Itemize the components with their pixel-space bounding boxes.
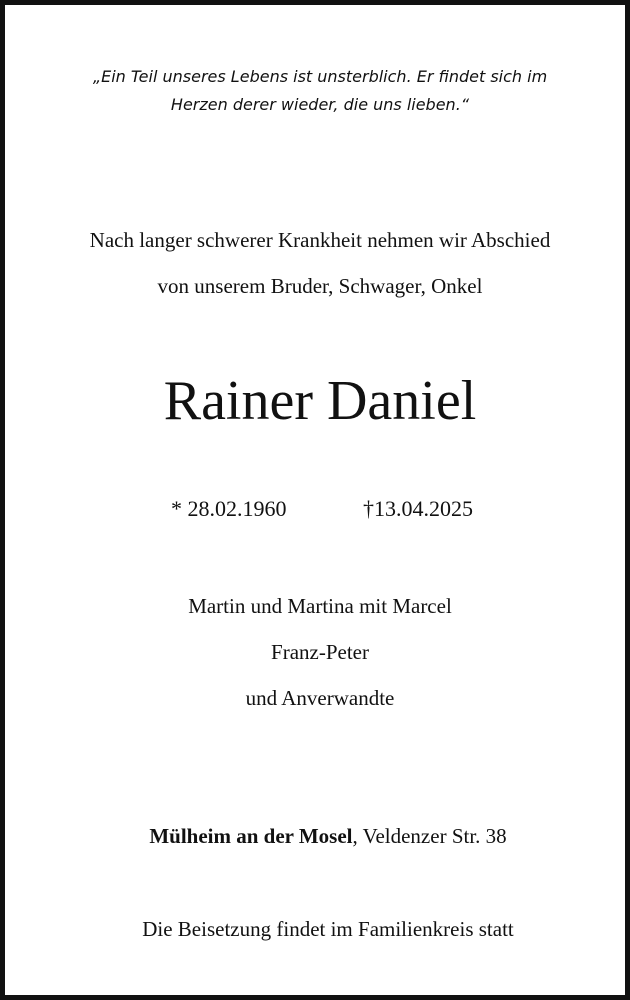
death-date: 13.04.2025 [374, 496, 473, 521]
quote-line-1: „Ein Teil unseres Lebens ist unsterblich. Er findet sich im [92, 67, 548, 86]
intro-line-1: Nach langer schwerer Krankheit nehmen wir Abschied [89, 228, 551, 252]
funeral-note: Die Beisetzung findet im Familienkreis statt [142, 917, 514, 941]
death-date-group [363, 495, 473, 523]
address-street: Veldenzer Str. 38 [357, 824, 507, 848]
deceased-name: Rainer Daniel [163, 370, 477, 432]
death-symbol: † [363, 496, 374, 521]
intro-line-2: von unserem Bruder, Schwager, Onkel [157, 274, 483, 298]
address-place: Mülheim an der Mosel [149, 824, 353, 848]
address-separator: , [352, 824, 358, 848]
birth-symbol: * [171, 496, 182, 521]
mourner-line-2: Franz-Peter [271, 640, 369, 664]
mourner-line-1: Martin und Martina mit Marcel [188, 594, 452, 618]
birth-date: 28.02.1960 [187, 496, 287, 521]
mourner-line-3: und Anverwandte [245, 686, 395, 710]
address-line [13, 822, 630, 850]
quote-line-2: Herzen derer wieder, die uns lieben.“ [170, 95, 470, 114]
quote-block [5, 63, 630, 119]
birth-date-group [171, 495, 287, 523]
